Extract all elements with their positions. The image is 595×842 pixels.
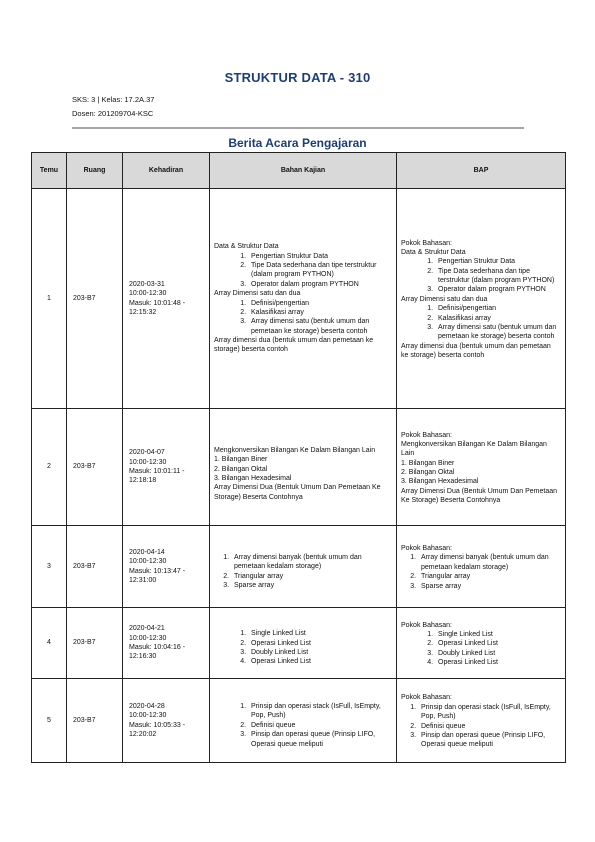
date: 2020-04-07 <box>129 449 165 457</box>
table-row <box>32 608 566 679</box>
list-item: 3. Array dimensi satu (bentuk umum dan pemetaan ke storage) beserta contoh <box>248 317 390 336</box>
bap-cell <box>397 409 566 526</box>
list-item: 2. Operasi Linked List <box>248 639 390 648</box>
column-header-bap: BAP <box>397 153 566 189</box>
date: 2020-04-21 <box>129 625 165 633</box>
table-row <box>32 189 566 409</box>
list-item: 2. Tipe Data sederhana dan tipe terstruktur (dalam program PYTHON) <box>435 267 559 286</box>
list-item: 2. Tipe Data sederhana dan tipe terstruktur (dalam program PYTHON) <box>248 261 390 280</box>
check-out: 12:16:30 <box>129 653 157 661</box>
topic-text: 2. Bilangan Oktal <box>214 465 268 473</box>
list-item: 3. Operator dalam program PYTHON <box>248 280 390 289</box>
list-item: 2. Kalasifikasi array <box>435 314 559 323</box>
topic-list <box>214 252 390 290</box>
kehadiran-cell <box>123 608 210 679</box>
list-item: 1. Prinsip dan operasi stack (IsFull, IsEmpty, Pop, Push) <box>418 703 559 722</box>
list-item: 2. Operasi Linked List <box>435 639 559 648</box>
bahan-kajian-cell <box>210 189 397 409</box>
list-item: 4. Operasi Linked List <box>248 657 390 666</box>
topic-heading: Array Dimensi satu dan dua <box>401 295 488 303</box>
topic-text: Mengkonversikan Bilangan Ke Dalam Bilangan Lain <box>214 446 376 454</box>
table-row <box>32 526 566 608</box>
table-row <box>32 679 566 763</box>
column-header-temu: Temu <box>32 153 67 189</box>
time-slot: 10:00-12:30 <box>129 458 167 466</box>
list-item: 1. Array dimensi banyak (bentuk umum dan pemetaan kedalam storage) <box>418 553 559 572</box>
bap-cell <box>397 679 566 763</box>
topic-list <box>214 553 390 591</box>
ruang-cell: 203-B7 <box>67 409 123 526</box>
date: 2020-04-28 <box>129 702 165 710</box>
bap-cell <box>397 189 566 409</box>
topic-heading: Data & Struktur Data <box>401 248 466 256</box>
list-item: 3. Pinsip dan operasi queue (Prinsip LIFO, Operasi queue meliputi <box>248 730 390 749</box>
list-item: 4. Operasi Linked List <box>435 658 559 667</box>
topic-text: Array Dimensi Dua (Bentuk Umum Dan Pemetaan Ke Storage) Beserta Contohnya <box>401 487 558 505</box>
bahan-kajian-cell <box>210 679 397 763</box>
topic-text: 3. Bilangan Hexadesimal <box>214 475 292 482</box>
temu-cell: 2 <box>32 409 67 526</box>
time-slot: 10:00-12:30 <box>129 712 167 720</box>
bap-heading: Pokok Bahasan: <box>401 431 452 439</box>
topic-text: 3. Bilangan Hexadesimal <box>401 478 479 486</box>
list-item: 1. Definisi/pengertian <box>248 299 390 308</box>
topic-text: Mengkonversikan Bilangan Ke Dalam Bilangan Lain <box>401 440 547 458</box>
bahan-kajian-cell <box>210 608 397 679</box>
list-item: 3. Doubly Linked List <box>435 649 559 658</box>
table-header-row <box>32 153 566 189</box>
topic-text: 1. Bilangan Biner <box>401 459 455 467</box>
check-out: 12:20:02 <box>129 730 157 738</box>
temu-cell: 1 <box>32 189 67 409</box>
list-item: 1. Array dimensi banyak (bentuk umum dan pemetaan kedalam storage) <box>231 553 390 572</box>
lecturer-meta: Dosen: 201209704-KSC <box>72 109 154 118</box>
header-divider <box>72 127 524 129</box>
bap-heading: Pokok Bahasan: <box>401 239 452 247</box>
date: 2020-03-31 <box>129 280 165 288</box>
ruang-cell: 203-B7 <box>67 608 123 679</box>
list-item: 3. Sparse array <box>418 582 559 591</box>
bahan-kajian-cell <box>210 409 397 526</box>
kehadiran-cell <box>123 409 210 526</box>
topic-heading: Array Dimensi satu dan dua <box>214 290 301 298</box>
list-item: 1. Pengertian Struktur Data <box>435 257 559 266</box>
list-item: 2. Triangular array <box>231 572 390 581</box>
topic-text: Array Dimensi Dua (Bentuk Umum Dan Pemetaan Ke Storage) Beserta Contohnya <box>214 484 381 501</box>
topic-text: 2. Bilangan Oktal <box>401 469 455 476</box>
list-item: 1. Prinsip dan operasi stack (IsFull, IsEmpty, Pop, Push) <box>248 702 390 721</box>
list-item: 3. Doubly Linked List <box>248 648 390 657</box>
table-row <box>32 409 566 526</box>
kehadiran-cell <box>123 189 210 409</box>
topic-list <box>214 702 390 749</box>
column-header-kehadiran: Kehadiran <box>123 153 210 189</box>
check-in: Masuk: 10:04:16 - <box>129 644 186 651</box>
list-item: 1. Pengertian Struktur Data <box>248 252 390 261</box>
topic-list <box>401 703 559 750</box>
bap-cell <box>397 608 566 679</box>
bap-heading: Pokok Bahasan: <box>401 621 452 629</box>
list-item: 3. Operator dalam program PYTHON <box>435 285 559 294</box>
temu-cell: 5 <box>32 679 67 763</box>
topic-list <box>214 629 390 667</box>
kehadiran-cell <box>123 526 210 608</box>
topic-text: Array dimensi dua (bentuk umum dan pemetaan ke storage) beserta contoh <box>214 337 374 354</box>
temu-cell: 4 <box>32 608 67 679</box>
date: 2020-04-14 <box>129 548 165 556</box>
check-in: Masuk: 10:01:48 - <box>129 299 186 307</box>
list-item: 1. Single Linked List <box>435 630 559 639</box>
topic-list <box>401 630 559 668</box>
topic-heading: Data & Struktur Data <box>214 243 279 251</box>
check-out: 12:31:00 <box>129 576 157 584</box>
section-title: Berita Acara Pengajaran <box>228 136 367 150</box>
column-header-ruang: Ruang <box>67 153 123 189</box>
bap-cell <box>397 526 566 608</box>
time-slot: 10:00-12:30 <box>129 558 167 566</box>
list-item: 2. Definisi queue <box>248 721 390 730</box>
topic-list <box>401 257 559 295</box>
teaching-record-table <box>31 152 566 763</box>
bahan-kajian-cell <box>210 526 397 608</box>
topic-list <box>214 299 390 337</box>
check-out: 12:18:18 <box>129 477 157 485</box>
list-item: 2. Kalasifikasi array <box>248 308 390 317</box>
list-item: 3. Pinsip dan operasi queue (Prinsip LIFO, Operasi queue meliputi <box>418 731 559 750</box>
time-slot: 10:00-12:30 <box>129 634 167 642</box>
topic-text: 1. Bilangan Biner <box>214 456 268 464</box>
ruang-cell: 203-B7 <box>67 189 123 409</box>
time-slot: 10:00-12:30 <box>129 290 167 298</box>
list-item: 3. Sparse array <box>231 581 390 590</box>
course-meta: SKS: 3 | Kelas: 17.2A.37 <box>72 95 155 104</box>
list-item: 2. Triangular array <box>418 572 559 581</box>
bap-heading: Pokok Bahasan: <box>401 694 452 702</box>
bap-heading: Pokok Bahasan: <box>401 545 452 553</box>
list-item: 1. Single Linked List <box>248 629 390 638</box>
list-item: 1. Definisi/pengertian <box>435 304 559 313</box>
kehadiran-cell <box>123 679 210 763</box>
temu-cell: 3 <box>32 526 67 608</box>
list-item: 3. Array dimensi satu (bentuk umum dan pemetaan ke storage) beserta contoh <box>435 323 559 342</box>
column-header-bahan-kajian: Bahan Kajian <box>210 153 397 189</box>
check-in: Masuk: 10:05:33 - <box>129 721 186 729</box>
page-title: STRUKTUR DATA - 310 <box>224 70 371 85</box>
check-in: Masuk: 10:13:47 - <box>129 567 186 575</box>
topic-text: Array dimensi dua (bentuk umum dan pemetaan ke storage) beserta contoh <box>401 342 551 360</box>
check-out: 12:15:32 <box>129 308 157 316</box>
ruang-cell: 203-B7 <box>67 679 123 763</box>
topic-list <box>401 304 559 342</box>
ruang-cell: 203-B7 <box>67 526 123 608</box>
check-in: Masuk: 10:01:11 - <box>129 468 185 475</box>
topic-list <box>401 553 559 591</box>
list-item: 2. Definisi queue <box>418 722 559 731</box>
